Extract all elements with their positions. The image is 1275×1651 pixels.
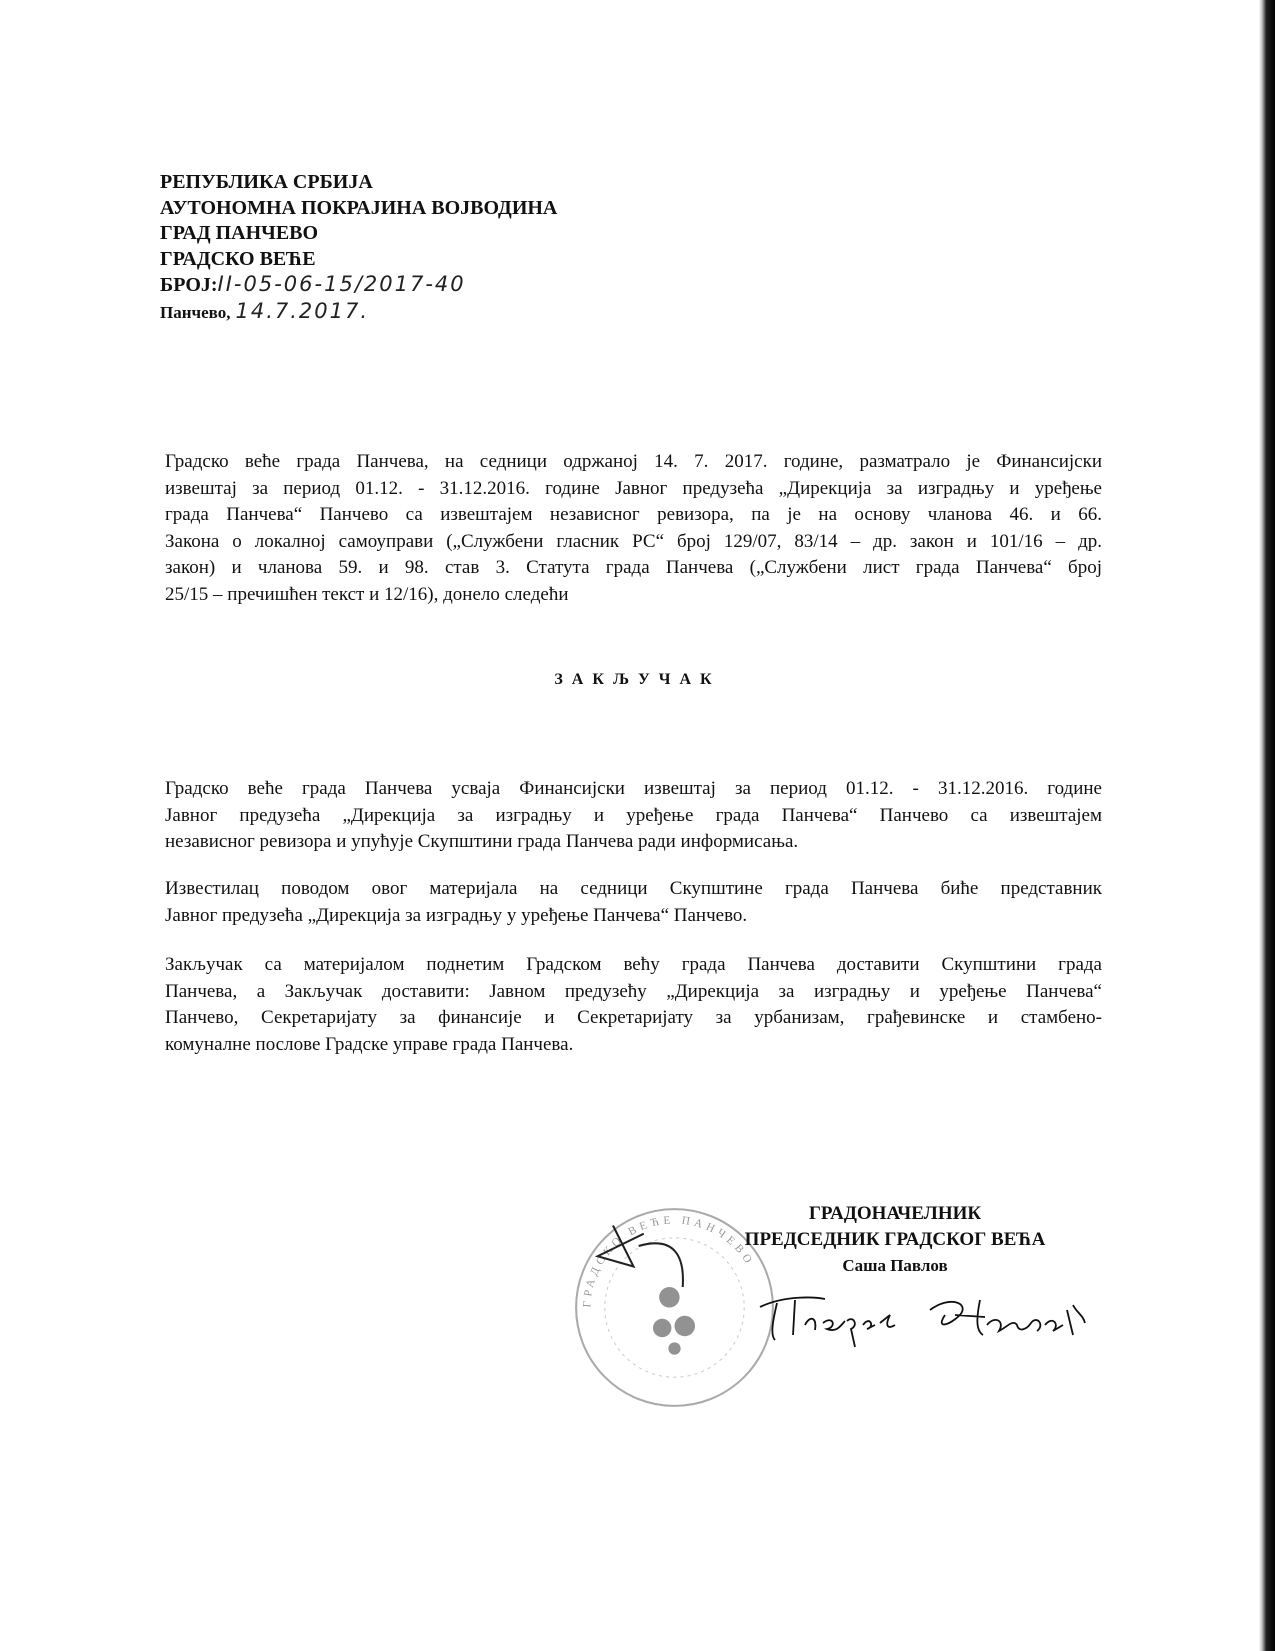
- document-title: ЗАКЉУЧАК: [554, 671, 721, 688]
- text-line: Закључак са материјалом поднетим Градском већу града Панчева доставити Скупштини града: [165, 954, 1102, 975]
- handwritten-signature: [755, 1285, 1095, 1355]
- text-line: града Панчева“ Панчево са извештајем независног ревизора, па је на основу чланова 46. и 66.: [165, 504, 1102, 525]
- stamp-text: ГРАДСКО ВЕЋЕ ПАНЧЕВО: [581, 1214, 757, 1308]
- preamble-paragraph: [165, 449, 1102, 608]
- text-line: комуналне послове Градске управе града Панчева.: [165, 1033, 574, 1055]
- signatory-name: Саша Павлов: [842, 1256, 948, 1275]
- header-line: ГРАД ПАНЧЕВО: [160, 222, 319, 244]
- body-paragraph-1: [165, 776, 1102, 856]
- text-line: Јавног предузећа „Дирекција за изградњу у уређење Панчева“ Панчево.: [165, 904, 748, 926]
- text-line: Панчево, Секретаријату за финансије и Секретаријату за урбанизам, грађевинске и стамбено-: [165, 1007, 1102, 1028]
- text-line: Панчева, а Закључак доставити: Јавном предузећу „Дирекција за изградњу и уређење Панчева“: [165, 980, 1102, 1002]
- text-line: Известилац поводом овог материјала на седници Скупштине града Панчева биће представник: [165, 878, 1102, 899]
- text-line: независног ревизора и упућује Скупштини града Панчева ради информисања.: [165, 831, 799, 852]
- place-date: [160, 299, 557, 326]
- text-line: закон) и чланова 59. и 98. став 3. Статута града Панчева („Службени лист града Панчева“ број: [165, 557, 1102, 578]
- signatory-title: ПРЕДСЕДНИК ГРАДСКОГ ВЕЋА: [744, 1229, 1046, 1250]
- number-label: БРОЈ:: [160, 274, 218, 296]
- text-line: Градско веће града Панчева, на седници одржаној 14. 7. 2017. године, разматрало је Финансијски: [165, 451, 1102, 472]
- header-line: ГРАДСКО ВЕЋЕ: [160, 247, 316, 270]
- document-header: [160, 170, 557, 325]
- place-label: Панчево,: [160, 302, 231, 322]
- header-line: РЕПУБЛИКА СРБИЈА: [160, 171, 373, 193]
- signature-block: [700, 1201, 1090, 1279]
- body-paragraph-2: [165, 876, 1102, 929]
- header-line: АУТОНОМНА ПОКРАЈИНА ВОЈВОДИНА: [160, 196, 558, 219]
- text-line: Градско веће града Панчева усваја Финансијски извештај за период 01.12. - 31.12.2016. године: [165, 778, 1102, 799]
- text-line: Јавног предузећа „Дирекција за изградњу и уређење града Панчева“ Панчево са извештајем: [165, 804, 1102, 826]
- scan-edge: [1259, 0, 1275, 1651]
- text-line: 25/15 – пречишћен текст и 12/16), донело следећи: [165, 583, 569, 605]
- text-line: извештај за период 01.12. - 31.12.2016. године Јавног предузећа „Дирекција за изградњу и уређење: [165, 477, 1102, 499]
- number-value: II-05-06-15/2017-40: [217, 272, 466, 296]
- signatory-title: ГРАДОНАЧЕЛНИК: [808, 1203, 982, 1224]
- reference-number: [160, 272, 557, 299]
- body-paragraph-3: [165, 952, 1102, 1058]
- text-line: Закона о локалној самоуправи („Службени гласник РС“ број 129/07, 83/14 – др. закон и 101/16 – др.: [165, 530, 1102, 552]
- date-value: 14.7.2017.: [235, 298, 370, 323]
